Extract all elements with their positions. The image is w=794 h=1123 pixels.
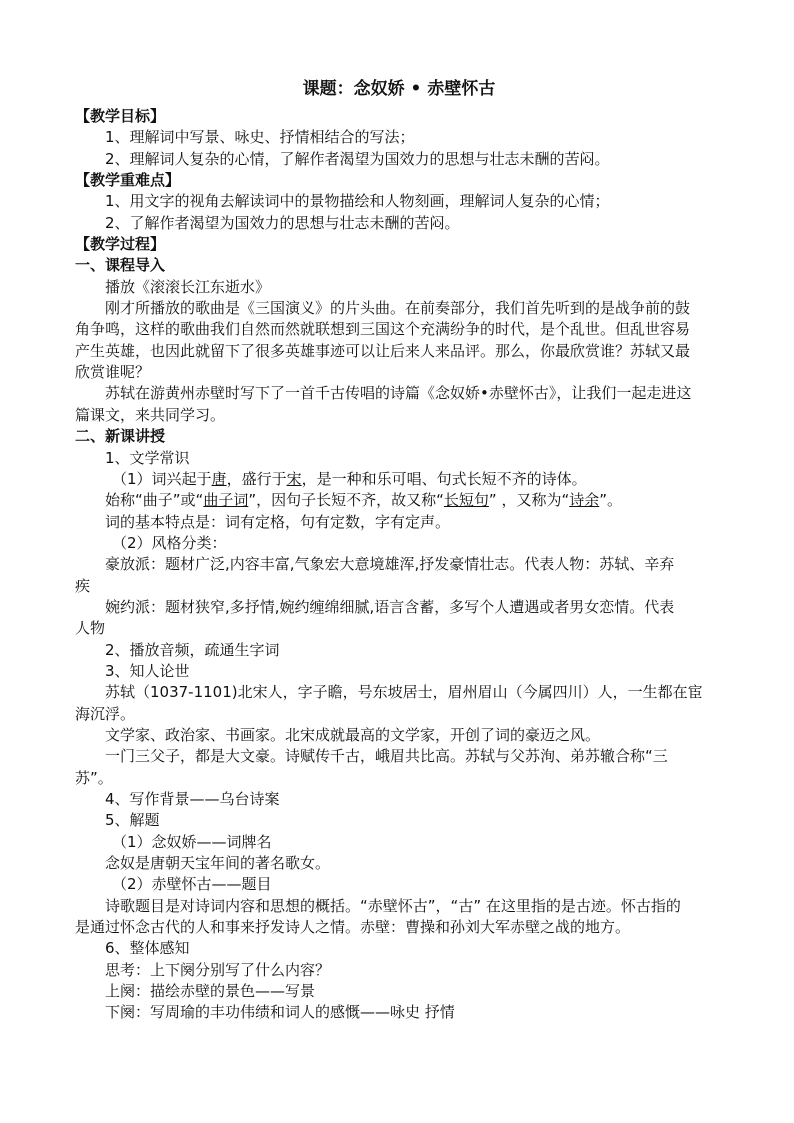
- interpret-part2: （2）赤壁怀古——题目: [112, 875, 272, 894]
- goal-item: 1、理解词中写景、咏史、抒情相结合的写法；: [105, 128, 415, 147]
- ci-basic-features: 词的基本特点是：词有定格，句有定数，字有定声。: [105, 512, 451, 531]
- author-family-line: 苏”。: [75, 768, 113, 787]
- section-new-lesson-heading: 二、新课讲授: [75, 427, 166, 446]
- haofang-line: 疾: [75, 576, 91, 595]
- key-points-heading: 【教学重难点】: [75, 171, 181, 190]
- goals-heading: 【教学目标】: [75, 107, 166, 125]
- author-bio-line: 海沉浮。: [75, 704, 136, 723]
- lesson-plan-page: [75, 76, 723, 1024]
- interpret-part1-text: 念奴是唐朝天宝年间的著名歌女。: [105, 854, 331, 873]
- intro-paragraph-line: 刚才所播放的歌曲是《三国演义》的片头曲。在前奏部分，我们首先听到的是战争前的鼓: [105, 299, 691, 318]
- author-fame: 文学家、政治家、书画家。北宋成就最高的文学家，开创了词的豪迈之风。: [105, 725, 601, 744]
- intro-song-line: 播放《滚滚长江东逝水》: [105, 277, 271, 296]
- interpret-heading: 5、解题: [105, 811, 160, 830]
- intro-paragraph-line: 产生英雄，也因此就留下了很多英雄事迹可以让后来人来品评。那么，你最欣赏谁？苏轼又最: [75, 341, 691, 360]
- audio-step: 2、播放音频，疏通生字词: [105, 640, 280, 659]
- wanyue-line: 人物: [75, 619, 106, 638]
- overall-lower: 下阕：写周瑜的丰功伟绩和词人的感慨——咏史 抒情: [105, 1003, 455, 1022]
- overall-heading: 6、整体感知: [105, 939, 190, 958]
- author-family-line: 一门三父子，都是大文豪。诗赋传千古，峨眉共比高。苏轼与父苏洵、弟苏辙合称“三: [105, 747, 668, 766]
- author-heading: 3、知人论世: [105, 661, 190, 680]
- intro-paragraph-line: 苏轼在游黄州赤壁时写下了一首千古传唱的诗篇《念奴娇•赤壁怀古》，让我们一起走进这: [105, 384, 692, 403]
- goal-item: 2、理解词人复杂的心情，了解作者渴望为国效力的思想与壮志未酬的苦闷。: [105, 149, 610, 168]
- intro-paragraph-line: 角争鸣，这样的歌曲我们自然而然就联想到三国这个充满纷争的时代，是个乱世。但乱世容易: [75, 320, 691, 339]
- intro-paragraph-line: 欣赏谁呢？: [75, 363, 151, 382]
- author-bio-line: 苏轼（1037-1101)北宋人，字子瞻，号东坡居士，眉州眉山（今属四川）人，一生都在宦: [105, 683, 703, 702]
- wanyue-line: 婉约派：题材狭窄,多抒情,婉约缠绵细腻,语言含蓄，多写个人遭遇或者男女恋情。代表: [105, 597, 675, 616]
- key-point-item: 1、用文字的视角去解读词中的景物描绘和人物刻画，理解词人复杂的心情；: [105, 192, 610, 211]
- interpret-part2-text: 诗歌题目是对诗词内容和思想的概括。“赤壁怀古”，“古” 在这里指的是古迹。怀古指的: [105, 896, 681, 915]
- ci-names-line: 始称“曲子”或“曲子词”，因句子长短不齐，故又称“长短句” ，又称为“诗余”。: [105, 491, 623, 510]
- overall-question: 思考：上下阕分别写了什么内容？: [105, 960, 331, 979]
- process-heading: 【教学过程】: [75, 235, 166, 254]
- haofang-line: 豪放派：题材广泛,内容丰富,气象宏大意境雄浑,抒发豪情壮志。代表人物：苏轼、辛弃: [105, 555, 675, 574]
- ci-origin-line: （1）词兴起于唐，盛行于宋，是一种和乐可唱、句式长短不齐的诗体。: [112, 469, 587, 488]
- interpret-part2-text: 是通过怀念古代的人和事来抒发诗人之情。赤壁：曹操和孙刘大军赤壁之战的地方。: [75, 918, 631, 937]
- background-step: 4、写作背景——乌台诗案: [105, 790, 280, 808]
- lit-knowledge-heading: 1、文学常识: [105, 448, 190, 467]
- interpret-part1: （1）念奴娇——词牌名: [112, 832, 272, 851]
- intro-paragraph-line: 篇课文，来共同学习。: [75, 405, 226, 424]
- style-heading: （2）风格分类：: [112, 533, 227, 552]
- section-intro-heading: 一、课程导入: [75, 256, 166, 275]
- page-title: 课题：念奴娇 • 赤壁怀古: [302, 79, 496, 99]
- overall-upper: 上阕：描绘赤壁的景色——写景: [105, 982, 316, 1001]
- key-point-item: 2、了解作者渴望为国效力的思想与壮志未酬的苦闷。: [105, 213, 460, 232]
